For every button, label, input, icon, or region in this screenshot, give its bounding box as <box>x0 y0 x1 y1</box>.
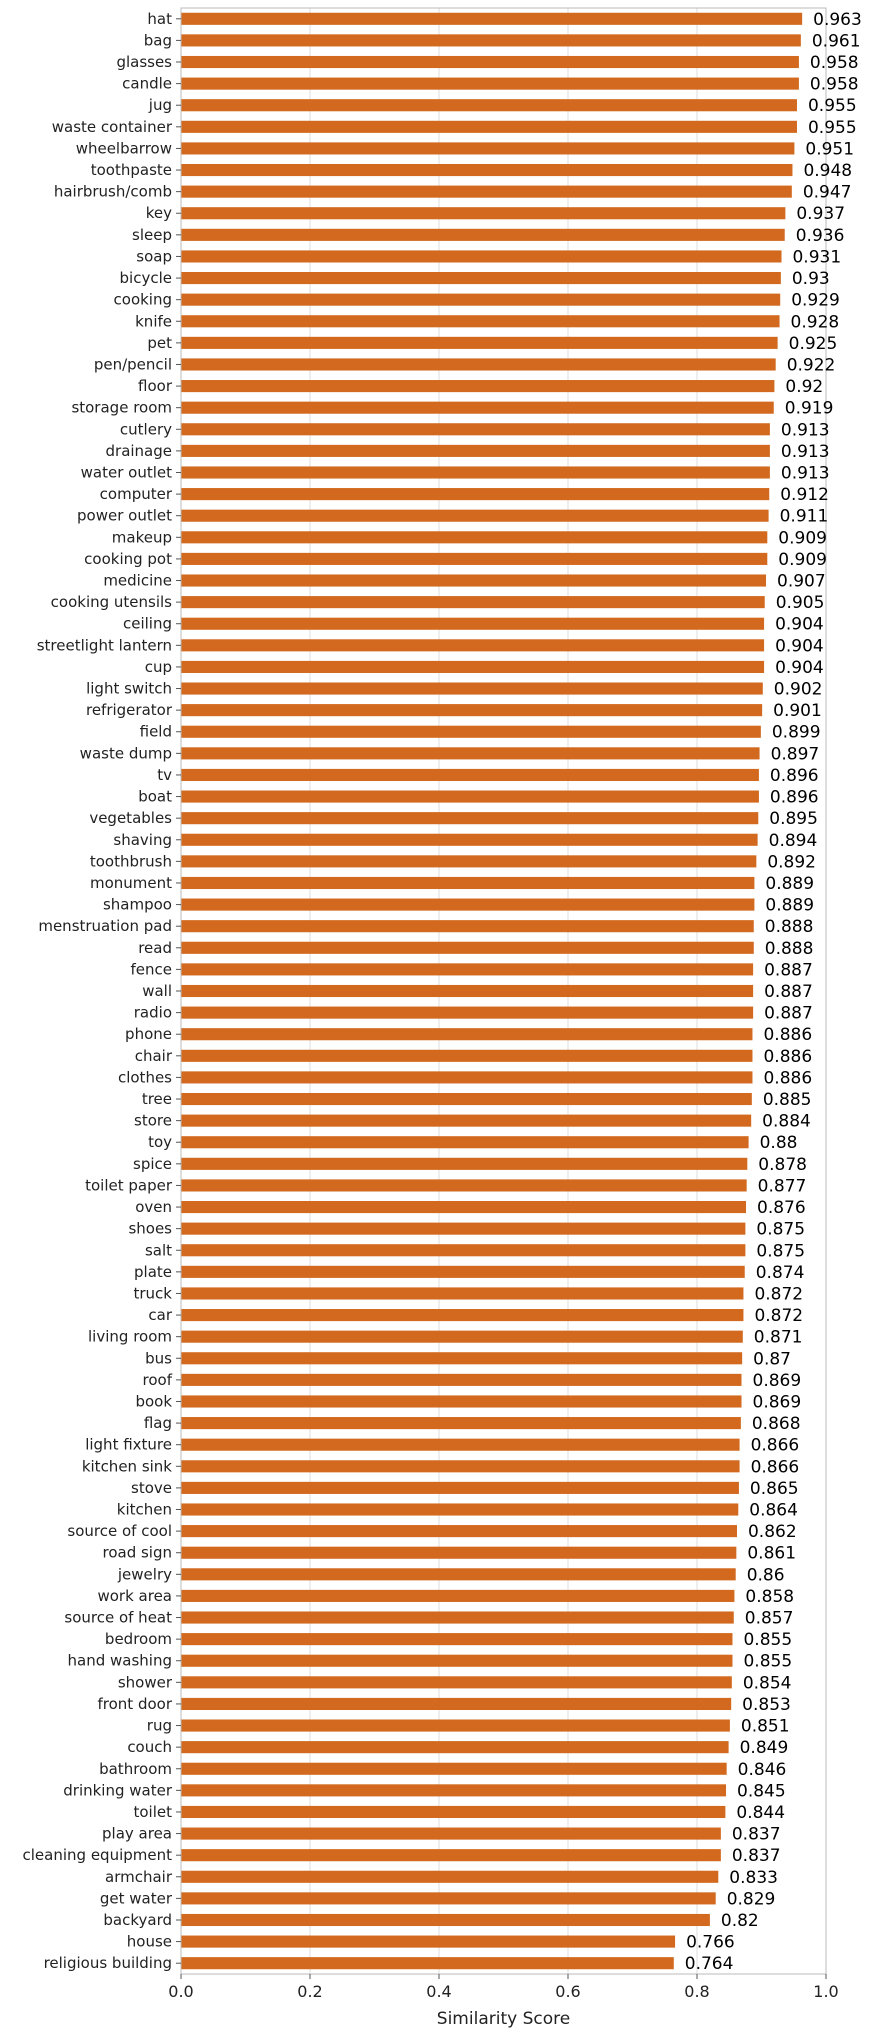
value-label: 0.951 <box>805 139 855 160</box>
value-label: 0.925 <box>788 333 838 354</box>
value-label: 0.885 <box>762 1090 812 1111</box>
bar <box>181 186 792 198</box>
value-label: 0.955 <box>807 96 857 117</box>
bar <box>181 553 767 565</box>
value-label: 0.948 <box>803 161 853 182</box>
category-label: work area <box>97 1586 172 1605</box>
category-label: ceiling <box>122 614 172 633</box>
bar <box>181 488 769 500</box>
bar <box>181 1914 710 1926</box>
value-label: 0.902 <box>773 679 823 700</box>
category-label: shoes <box>128 1219 172 1238</box>
category-label: boat <box>138 787 172 806</box>
value-label: 0.869 <box>752 1370 802 1391</box>
bar <box>181 1936 675 1948</box>
bar <box>181 229 785 241</box>
value-label: 0.913 <box>780 463 830 484</box>
value-label: 0.955 <box>807 117 857 138</box>
value-label: 0.875 <box>756 1219 806 1240</box>
category-label: chair <box>134 1046 172 1065</box>
value-label: 0.887 <box>764 982 813 1002</box>
bar <box>181 99 797 111</box>
value-label: 0.858 <box>745 1586 795 1607</box>
category-label: candle <box>122 74 172 93</box>
bar <box>181 942 754 954</box>
bar <box>181 1698 731 1710</box>
value-label: 0.899 <box>771 722 821 743</box>
category-label: bicycle <box>119 269 172 288</box>
category-label: roof <box>142 1370 172 1389</box>
category-label: jewelry <box>117 1565 172 1584</box>
category-label: wheelbarrow <box>75 139 172 158</box>
category-label: shower <box>117 1673 172 1692</box>
value-label: 0.853 <box>742 1694 791 1715</box>
bar <box>181 1784 726 1796</box>
category-label: cleaning equipment <box>22 1846 172 1865</box>
category-label: front door <box>97 1694 172 1713</box>
value-label: 0.764 <box>684 1954 734 1975</box>
category-label: phone <box>125 1025 172 1044</box>
category-label: sleep <box>132 225 172 244</box>
category-label: toothbrush <box>89 852 172 871</box>
value-label: 0.857 <box>744 1608 794 1629</box>
category-label: glasses <box>116 53 172 72</box>
value-label: 0.833 <box>729 1867 778 1888</box>
category-label: store <box>134 1111 172 1130</box>
category-label: radio <box>133 1003 172 1022</box>
value-label: 0.913 <box>780 441 830 462</box>
category-label: toy <box>148 1133 172 1152</box>
category-label: knife <box>135 312 172 331</box>
value-label: 0.862 <box>747 1522 797 1543</box>
bar <box>181 1071 752 1083</box>
value-label: 0.844 <box>736 1802 786 1823</box>
category-label: road sign <box>102 1543 172 1562</box>
bar <box>181 682 763 694</box>
value-label: 0.905 <box>775 593 825 614</box>
category-label: religious building <box>43 1954 172 1973</box>
category-label: bag <box>143 31 172 50</box>
value-label: 0.855 <box>743 1630 793 1651</box>
value-label: 0.877 <box>757 1176 807 1197</box>
bar <box>181 1849 721 1861</box>
category-label: drainage <box>105 441 172 460</box>
bar <box>181 1158 747 1170</box>
value-label: 0.886 <box>763 1046 813 1067</box>
category-label: cup <box>144 657 172 676</box>
category-label: cooking pot <box>84 549 172 568</box>
value-label: 0.892 <box>767 852 817 873</box>
category-label: vegetables <box>89 809 172 828</box>
value-label: 0.866 <box>750 1435 800 1456</box>
value-label: 0.849 <box>739 1738 789 1759</box>
bar <box>181 1482 739 1494</box>
bar <box>181 531 767 543</box>
category-label: kitchen <box>116 1500 172 1519</box>
category-label: shaving <box>113 830 172 849</box>
value-label: 0.897 <box>770 744 820 765</box>
category-label: bathroom <box>99 1759 172 1778</box>
bar <box>181 834 758 846</box>
bar <box>181 1050 752 1062</box>
bar <box>181 1590 734 1602</box>
x-tick-label: 0.2 <box>297 1982 323 2001</box>
category-label: cooking utensils <box>50 593 172 612</box>
category-label: monument <box>89 873 172 892</box>
value-label: 0.887 <box>764 1003 813 1024</box>
category-label: car <box>148 1306 172 1325</box>
value-label: 0.871 <box>753 1327 803 1348</box>
category-label: hairbrush/comb <box>53 182 172 201</box>
category-label: field <box>139 722 172 741</box>
x-tick-label: 0.6 <box>555 1982 581 2001</box>
value-label: 0.958 <box>809 74 859 95</box>
x-axis-title: Similarity Score <box>436 2009 571 2029</box>
bar <box>181 985 753 997</box>
value-label: 0.929 <box>791 290 840 311</box>
category-label: fence <box>130 960 172 979</box>
category-label: refrigerator <box>85 701 172 720</box>
category-label: bus <box>145 1349 172 1368</box>
category-label: spice <box>133 1154 172 1173</box>
value-label: 0.904 <box>775 636 824 657</box>
category-label: shampoo <box>102 895 172 914</box>
bar <box>181 726 761 738</box>
category-label: toothpaste <box>90 161 172 180</box>
value-label: 0.912 <box>780 485 829 506</box>
value-label: 0.846 <box>737 1759 787 1780</box>
category-label: read <box>138 938 172 957</box>
bar <box>181 1395 742 1407</box>
category-label: book <box>135 1392 172 1411</box>
bar <box>181 574 766 586</box>
category-label: cutlery <box>119 420 172 439</box>
bar <box>181 1439 740 1451</box>
bar <box>181 963 753 975</box>
category-label: source of cool <box>67 1522 172 1541</box>
bar <box>181 445 770 457</box>
bar <box>181 1093 752 1105</box>
value-label: 0.837 <box>731 1846 781 1867</box>
category-label: house <box>126 1932 172 1951</box>
bar <box>181 1655 732 1667</box>
bar <box>181 380 774 392</box>
bar <box>181 250 781 262</box>
bar <box>181 423 770 435</box>
bar <box>181 1547 736 1559</box>
value-label: 0.876 <box>757 1198 806 1219</box>
value-label: 0.889 <box>765 895 815 916</box>
bar <box>181 272 781 284</box>
value-label: 0.865 <box>749 1478 799 1499</box>
bar <box>181 207 785 219</box>
category-label: living room <box>88 1327 172 1346</box>
category-label: armchair <box>105 1867 172 1886</box>
category-label: stove <box>131 1478 172 1497</box>
value-label: 0.866 <box>750 1457 800 1478</box>
value-label: 0.872 <box>754 1284 804 1305</box>
bar <box>181 855 756 867</box>
category-labels <box>23 10 181 1972</box>
bar <box>181 1568 736 1580</box>
bar <box>181 1806 725 1818</box>
bar <box>181 315 780 327</box>
bar <box>181 1223 745 1235</box>
bar <box>181 1828 721 1840</box>
bar <box>181 358 776 370</box>
bar <box>181 1957 674 1969</box>
category-label: power outlet <box>77 506 172 525</box>
category-label: plate <box>134 1262 172 1281</box>
category-label: pen/pencil <box>93 355 172 374</box>
value-label: 0.872 <box>754 1306 804 1327</box>
value-label: 0.82 <box>720 1910 759 1931</box>
value-label: 0.936 <box>795 225 845 246</box>
category-label: light fixture <box>85 1435 172 1454</box>
value-label: 0.896 <box>769 765 819 786</box>
bar <box>181 1028 752 1040</box>
category-label: storage room <box>71 398 172 417</box>
x-tick-label: 0.4 <box>426 1982 452 2001</box>
value-label: 0.909 <box>778 528 827 549</box>
bar <box>181 920 754 932</box>
category-label: flag <box>143 1414 172 1433</box>
category-label: water outlet <box>80 463 172 482</box>
value-label: 0.963 <box>813 9 862 30</box>
bar <box>181 1417 741 1429</box>
value-label: 0.861 <box>747 1543 797 1564</box>
category-label: backyard <box>103 1910 172 1929</box>
bar <box>181 142 794 154</box>
value-label: 0.854 <box>742 1673 792 1694</box>
bar <box>181 56 799 68</box>
bar <box>181 1611 734 1623</box>
x-axis-ticks <box>168 1974 838 2001</box>
bar <box>181 1741 729 1753</box>
value-label: 0.937 <box>796 204 846 225</box>
category-label: pet <box>147 333 172 352</box>
value-label: 0.868 <box>751 1414 801 1435</box>
value-label: 0.837 <box>731 1824 781 1845</box>
value-label: 0.875 <box>756 1241 806 1262</box>
bar <box>181 1525 737 1537</box>
value-label: 0.851 <box>740 1716 790 1737</box>
bar <box>181 704 762 716</box>
bar <box>181 1179 747 1191</box>
category-label: salt <box>144 1241 172 1260</box>
value-label: 0.888 <box>764 917 814 938</box>
value-label: 0.886 <box>763 1025 813 1046</box>
value-label: 0.88 <box>759 1133 798 1154</box>
x-tick-label: 0.8 <box>684 1982 710 2001</box>
category-label: light switch <box>86 679 172 698</box>
bar <box>181 877 754 889</box>
value-label: 0.904 <box>775 614 824 635</box>
bars <box>181 13 802 1969</box>
bar <box>181 510 769 522</box>
value-label: 0.947 <box>802 182 852 203</box>
value-label: 0.922 <box>786 355 836 376</box>
value-label: 0.878 <box>758 1154 807 1175</box>
category-label: menstruation pad <box>38 917 172 936</box>
category-label: medicine <box>103 571 172 590</box>
bar <box>181 812 758 824</box>
category-label: tree <box>141 1090 172 1109</box>
bar <box>181 34 801 46</box>
value-label: 0.895 <box>769 809 818 830</box>
bar <box>181 1720 730 1732</box>
bar <box>181 1244 745 1256</box>
value-label: 0.92 <box>785 377 824 398</box>
category-label: floor <box>138 377 172 396</box>
category-label: truck <box>133 1284 172 1303</box>
bar <box>181 78 799 90</box>
value-label: 0.884 <box>762 1111 811 1132</box>
bar <box>181 791 759 803</box>
bar <box>181 1871 718 1883</box>
bar <box>181 164 792 176</box>
category-label: jug <box>148 96 172 115</box>
category-label: hand washing <box>67 1651 172 1670</box>
category-label: drinking water <box>63 1781 172 1800</box>
bar <box>181 1763 727 1775</box>
category-label: hat <box>147 9 172 28</box>
bar <box>181 1136 749 1148</box>
value-label: 0.829 <box>726 1889 776 1910</box>
bar <box>181 1633 732 1645</box>
bar <box>181 899 754 911</box>
bar <box>181 639 764 651</box>
category-label: bedroom <box>104 1630 172 1649</box>
value-label: 0.864 <box>749 1500 798 1521</box>
category-label: makeup <box>111 528 172 547</box>
category-label: wall <box>142 982 172 1000</box>
bar <box>181 121 797 133</box>
value-label: 0.958 <box>809 53 859 74</box>
x-tick-label: 0.0 <box>168 1982 194 2001</box>
bar <box>181 1309 743 1321</box>
bar <box>181 337 778 349</box>
bar <box>181 1331 743 1343</box>
bar <box>181 294 780 306</box>
category-label: couch <box>127 1738 172 1757</box>
value-label: 0.894 <box>768 830 818 851</box>
category-label: waste dump <box>79 744 172 763</box>
bar <box>181 1007 753 1019</box>
category-label: play area <box>102 1824 172 1843</box>
value-label: 0.919 <box>784 398 834 419</box>
value-label: 0.931 <box>792 247 842 268</box>
value-label: 0.904 <box>775 657 824 678</box>
value-label: 0.928 <box>790 312 840 333</box>
value-label: 0.901 <box>773 701 822 722</box>
value-label: 0.913 <box>780 420 830 441</box>
bar <box>181 13 802 25</box>
category-label: toilet paper <box>85 1176 172 1195</box>
value-label: 0.887 <box>764 960 813 981</box>
value-label: 0.874 <box>755 1262 805 1283</box>
value-label: 0.93 <box>791 269 830 290</box>
value-label: 0.961 <box>811 31 861 52</box>
bar <box>181 1676 732 1688</box>
bar <box>181 466 770 478</box>
category-label: computer <box>99 485 172 504</box>
bar <box>181 661 764 673</box>
value-label: 0.907 <box>777 571 826 592</box>
value-label: 0.889 <box>765 873 815 894</box>
bar <box>181 1201 746 1213</box>
category-label: toilet <box>133 1802 172 1821</box>
value-label: 0.909 <box>778 549 827 570</box>
category-label: key <box>145 204 172 223</box>
value-label: 0.869 <box>752 1392 802 1413</box>
bar <box>181 618 764 630</box>
category-label: clothes <box>117 1068 172 1087</box>
bar <box>181 769 759 781</box>
bar <box>181 1352 742 1364</box>
value-label: 0.855 <box>743 1651 793 1672</box>
value-label: 0.886 <box>763 1068 813 1089</box>
value-label: 0.86 <box>746 1565 785 1586</box>
bar <box>181 402 774 414</box>
category-label: get water <box>99 1889 172 1908</box>
category-label: kitchen sink <box>81 1457 172 1476</box>
value-label: 0.766 <box>686 1932 735 1953</box>
category-label: tv <box>157 765 172 784</box>
category-label: oven <box>135 1198 172 1217</box>
bar <box>181 1460 740 1472</box>
bar <box>181 1374 742 1386</box>
value-label: 0.911 <box>779 506 829 527</box>
category-label: source of heat <box>64 1608 172 1627</box>
category-label: soap <box>136 247 172 266</box>
x-tick-label: 1.0 <box>813 1982 839 2001</box>
bar <box>181 1503 738 1515</box>
bar <box>181 747 760 759</box>
bar <box>181 1266 745 1278</box>
value-label: 0.845 <box>737 1781 786 1802</box>
category-label: rug <box>146 1716 172 1735</box>
bar <box>181 1892 716 1904</box>
category-label: cooking <box>113 290 172 309</box>
category-label: streetlight lantern <box>36 636 172 655</box>
bar <box>181 596 765 608</box>
value-label: 0.87 <box>753 1349 792 1370</box>
bar <box>181 1115 751 1127</box>
value-label: 0.896 <box>769 787 819 808</box>
category-label: waste container <box>51 117 172 136</box>
bar <box>181 1287 743 1299</box>
value-label: 0.888 <box>764 938 814 959</box>
